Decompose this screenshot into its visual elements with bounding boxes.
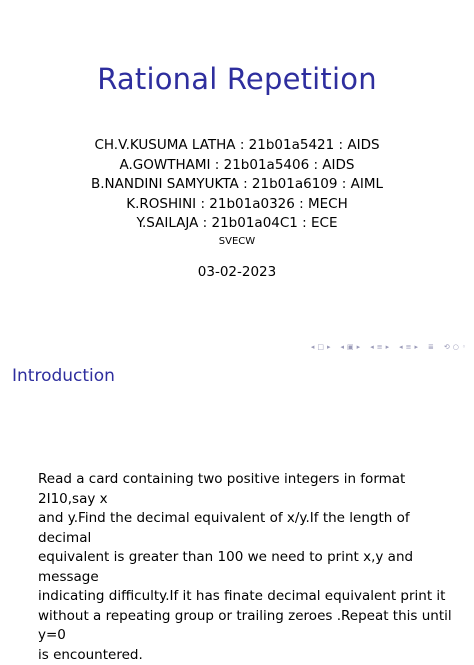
prev-subsection-icon[interactable]: ◂ xyxy=(370,342,374,352)
institute-name: SVECW xyxy=(0,236,474,247)
introduction-slide xyxy=(0,352,474,632)
beamer-navigation-bar xyxy=(311,342,466,352)
prev-slide-icon[interactable]: ◂ xyxy=(399,342,403,352)
next-subsection-icon[interactable]: ▸ xyxy=(386,342,390,352)
body-line: Read a card containing two positive integers in format 2I10,say x xyxy=(38,470,454,509)
next-section-icon[interactable]: ▸ xyxy=(357,342,361,352)
next-frame-icon[interactable]: ▸ xyxy=(327,342,331,352)
author-line: B.NANDINI SAMYUKTA : 21b01a6109 : AIML xyxy=(0,175,474,195)
body-line: without a repeating group or trailing zeroes .Repeat this until y=0 xyxy=(38,607,454,646)
body-line: indicating difficulty.If it has finate decimal equivalent print it xyxy=(38,587,454,607)
frame-title: Introduction xyxy=(12,366,115,386)
body-line: equivalent is greater than 100 we need to print x,y and message xyxy=(38,548,454,587)
author-line: CH.V.KUSUMA LATHA : 21b01a5421 : AIDS xyxy=(0,136,474,156)
next-slide-icon[interactable]: ▸ xyxy=(414,342,418,352)
presentation-date: 03-02-2023 xyxy=(0,264,474,280)
author-list xyxy=(0,136,474,234)
body-paragraph xyxy=(38,470,454,665)
body-line: is encountered. xyxy=(38,646,454,665)
body-line: and y.Find the decimal equivalent of x/y.If the length of decimal xyxy=(38,509,454,548)
section-icon: ▣ xyxy=(347,342,354,352)
author-line: K.ROSHINI : 21b01a0326 : MECH xyxy=(0,195,474,215)
prev-section-icon[interactable]: ◂ xyxy=(341,342,345,352)
author-line: Y.SAILAJA : 21b01a04C1 : ECE xyxy=(0,214,474,234)
author-line: A.GOWTHAMI : 21b01a5406 : AIDS xyxy=(0,156,474,176)
slide-icon: ≡ xyxy=(406,342,412,352)
search-icon[interactable]: ◦ xyxy=(462,342,466,352)
frame-icon: □ xyxy=(317,342,324,352)
align-icon[interactable]: ≣ xyxy=(428,342,434,352)
zoom-icon[interactable]: ○ xyxy=(453,342,459,352)
presentation-title: Rational Repetition xyxy=(0,62,474,96)
search-icon[interactable]: ⟲ xyxy=(444,342,450,352)
subsection-icon: ≡ xyxy=(377,342,383,352)
prev-frame-icon[interactable]: ◂ xyxy=(311,342,315,352)
